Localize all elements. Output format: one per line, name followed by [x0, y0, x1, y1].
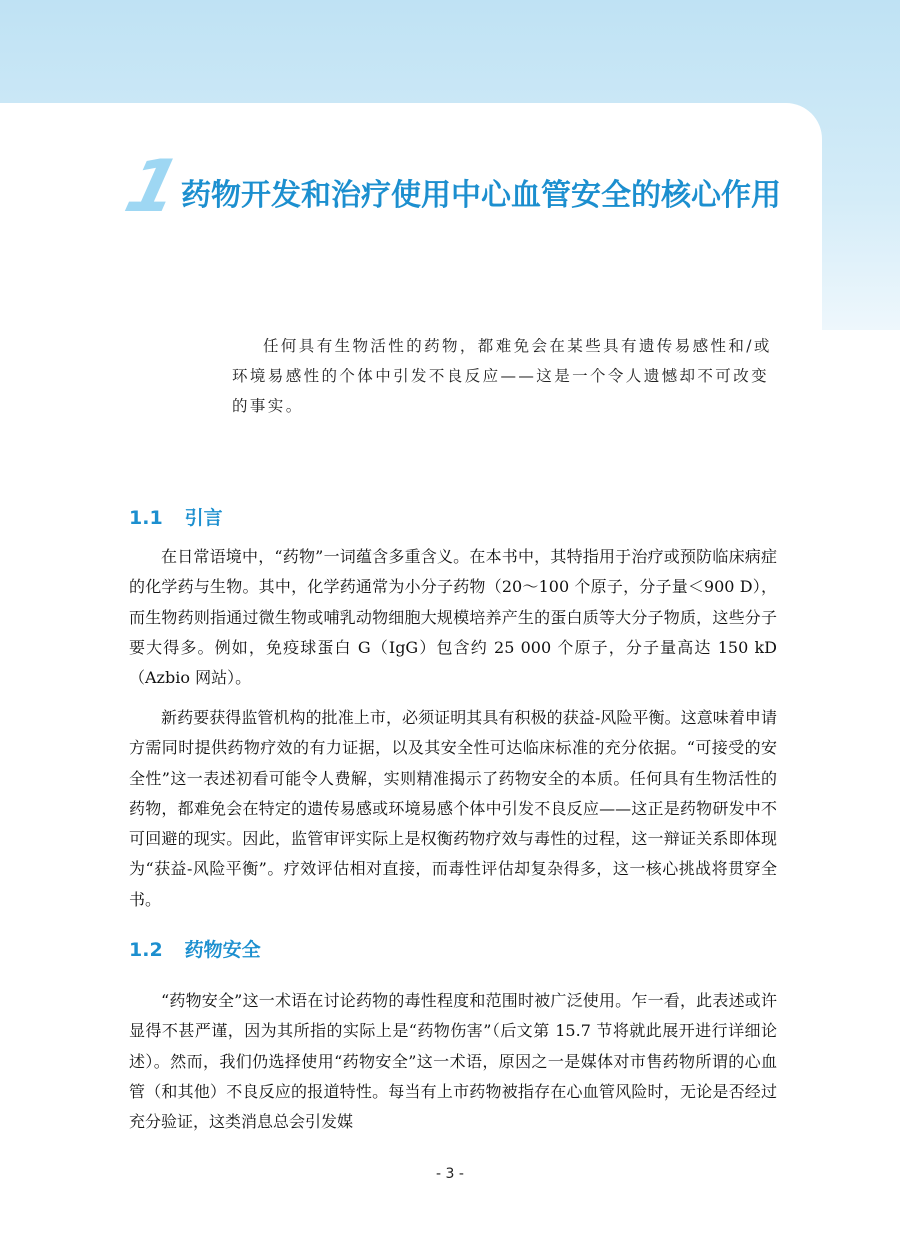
section-number: 1.1 — [129, 507, 163, 529]
paragraph: 在日常语境中，“药物”一词蕴含多重含义。在本书中，其特指用于治疗或预防临床病症的化学药与生物。其中，化学药通常为小分子药物（20～100 个原子，分子量＜900 D），而生物药则指通过微生物或哺乳动物细胞大规模培养产生的蛋白质等大分子物质，这些分子要大得多。例如，免疫球蛋白 G（IgG）包含约 25 000 个原子，分子量高达 150 kD（Azbio 网站）。 — [129, 547, 777, 688]
section-number: 1.2 — [129, 939, 163, 961]
page-number: - 3 - — [436, 1166, 464, 1182]
paragraph: “药物安全”这一术语在讨论药物的毒性程度和范围时被广泛使用。乍一看，此表述或许显得不甚严谨，因为其所指的实际上是“药物伤害”（后文第 15.7 节将就此展开进行详细论述）。然而，我们仍选择使用“药物安全”这一术语，原因之一是媒体对市售药物所谓的心血管（和其他）不良反应的报道特性。每当有上市药物被指存在心血管风险时，无论是否经过充分验证，这类消息总会引发媒 — [129, 991, 777, 1132]
epigraph: 任何具有生物活性的药物，都难免会在某些具有遗传易感性和/或环境易感性的个体中引发不良反应——这是一个令人遗憾却不可改变的事实。 — [232, 337, 772, 415]
section-title: 药物安全 — [184, 939, 261, 961]
section-heading-1-1 — [129, 503, 223, 530]
paragraph: 新药要获得监管机构的批准上市，必须证明其具有积极的获益-风险平衡。这意味着申请方需同时提供药物疗效的有力证据，以及其安全性可达临床标准的充分依据。“可接受的安全性”这一表述初看可能令人费解，实则精准揭示了药物安全的本质。任何具有生物活性的药物，都难免会在特定的遗传易感或环境易感个体中引发不良反应——这正是药物研发中不可回避的现实。因此，监管审评实际上是权衡药物疗效与毒性的过程，这一辩证关系即体现为“获益-风险平衡”。疗效评估相对直接，而毒性评估却复杂得多，这一核心挑战将贯穿全书。 — [129, 708, 777, 909]
section-heading-1-2 — [129, 935, 261, 962]
chapter-number: 1 — [117, 144, 189, 228]
section-title: 引言 — [184, 507, 223, 529]
chapter-title: 药物开发和治疗使用中心血管安全的核心作用 — [181, 178, 781, 213]
